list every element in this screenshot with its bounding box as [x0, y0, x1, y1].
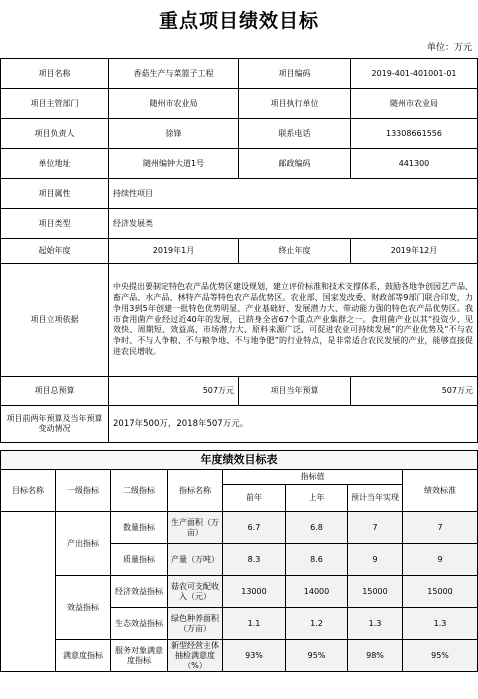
year-before-cell: 13000 [223, 576, 286, 608]
year-before-cell: 1.1 [223, 608, 286, 640]
year-expected-cell: 9 [348, 544, 403, 576]
row-budget [1, 377, 478, 406]
leader-label: 项目负责人 [1, 119, 109, 149]
postcode-value: 441300 [351, 149, 478, 179]
level2-cell: 质量指标 [111, 544, 168, 576]
project-name-value: 香菇生产与菜篮子工程 [109, 59, 239, 89]
row-period [1, 239, 478, 264]
header-year-expected: 预计当年实现 [348, 485, 403, 512]
start-label: 起始年度 [1, 239, 109, 264]
phone-label: 联系电话 [239, 119, 351, 149]
total-budget-value: 507万元 [109, 377, 239, 406]
attr-label: 项目属性 [1, 179, 109, 209]
header-year-before: 前年 [223, 485, 286, 512]
project-code-label: 项目编码 [239, 59, 351, 89]
type-label: 项目类型 [1, 209, 109, 239]
header-level2: 二级指标 [111, 470, 168, 512]
level2-cell: 经济效益指标 [111, 576, 168, 608]
level1-cell: 产出指标 [56, 512, 111, 576]
year-last-cell: 95% [286, 640, 348, 672]
level2-cell: 数量指标 [111, 512, 168, 544]
header-value-group: 指标值 [223, 470, 403, 485]
header-row-1 [1, 470, 478, 485]
table-row [1, 512, 478, 544]
project-code-value: 2019-401-401001-01 [351, 59, 478, 89]
row-summary [1, 264, 478, 377]
year-budget-value: 507万元 [351, 377, 478, 406]
phone-value: 13308661556 [351, 119, 478, 149]
exec-unit-value: 随州市农业局 [351, 89, 478, 119]
level1-cell: 效益指标 [56, 576, 111, 640]
section-title: 年度绩效目标表 [1, 451, 478, 470]
total-budget-label: 项目总预算 [1, 377, 109, 406]
address-label: 单位地址 [1, 149, 109, 179]
indicator-cell: 绿色种养面积（万亩） [168, 608, 223, 640]
address-value: 随州编钟大道1号 [109, 149, 239, 179]
year-before-cell: 93% [223, 640, 286, 672]
level2-cell: 生态效益指标 [111, 608, 168, 640]
exec-unit-label: 项目执行单位 [239, 89, 351, 119]
header-year-last: 上年 [286, 485, 348, 512]
row-change [1, 406, 478, 443]
performance-table [0, 450, 478, 672]
change-label: 项目前两年预算及当年预算变动情况 [1, 406, 109, 443]
indicator-cell: 生产面积（万亩） [168, 512, 223, 544]
header-level1: 一级指标 [56, 470, 111, 512]
end-label: 终止年度 [239, 239, 351, 264]
postcode-label: 邮政编码 [239, 149, 351, 179]
dept-value: 随州市农业局 [109, 89, 239, 119]
row-attr [1, 179, 478, 209]
year-before-cell: 6.7 [223, 512, 286, 544]
level2-cell: 服务对象满意度指标 [111, 640, 168, 672]
table-row [1, 640, 478, 672]
year-expected-cell: 98% [348, 640, 403, 672]
summary-label: 项目立项依据 [1, 264, 109, 377]
year-last-cell: 1.2 [286, 608, 348, 640]
indicator-cell: 产量（万吨） [168, 544, 223, 576]
row-project-name [1, 59, 478, 89]
project-name-label: 项目名称 [1, 59, 109, 89]
year-budget-label: 项目当年预算 [239, 377, 351, 406]
unit-label: 单位：万元 [426, 43, 472, 53]
year-last-cell: 6.8 [286, 512, 348, 544]
page-title: 重点项目绩效目标 [158, 10, 319, 32]
header-standard: 绩效标准 [403, 470, 478, 512]
level1-cell: 满意度指标 [56, 640, 111, 672]
standard-cell: 1.3 [403, 608, 478, 640]
year-expected-cell: 7 [348, 512, 403, 544]
summary-text: 中央提出要制定特色农产品优势区建设规划，建立评价标准和技术支撑体系，鼓励各地争创园艺产品、畜产品、水产品、林特产品等特色农产品优势区。农业部、国家发改委、财政部等9部门联合印发，力争用3到5年创建一批特色优势明显、产业基础好、发展潜力大、带动能力强的特色农产品优势区。我市食用菌产业经过近40年的发展，已跻身全省67个重点产业集群之一。食用菌产业以其“投资少、见效快、周期短、效益高、市场潜力大、原料来源广泛，可促进农业可持续发展”的产业优势及“不与农争时、不与人争粮、不与粮争地、不与地争肥”的行业特点，是非常适合农民发展的产业，能够直接促进农民增收。 [109, 264, 478, 377]
change-value: 2017年500万，2018年507万元。 [109, 406, 478, 443]
row-type [1, 209, 478, 239]
end-value: 2019年12月 [351, 239, 478, 264]
header-indicator: 指标名称 [168, 470, 223, 512]
indicator-cell: 菇农可支配收入（元） [168, 576, 223, 608]
section-title-row [1, 451, 478, 470]
indicator-cell: 新型经营主体抽检满意度（%） [168, 640, 223, 672]
standard-cell: 7 [403, 512, 478, 544]
year-expected-cell: 15000 [348, 576, 403, 608]
row-leader [1, 119, 478, 149]
year-last-cell: 14000 [286, 576, 348, 608]
target-name-cell [1, 512, 56, 672]
table-row [1, 576, 478, 608]
project-info-table [0, 58, 478, 443]
dept-label: 项目主管部门 [1, 89, 109, 119]
row-dept [1, 89, 478, 119]
leader-value: 徐锋 [109, 119, 239, 149]
standard-cell: 95% [403, 640, 478, 672]
attr-value: 持续性项目 [109, 179, 478, 209]
row-address [1, 149, 478, 179]
year-expected-cell: 1.3 [348, 608, 403, 640]
year-last-cell: 8.6 [286, 544, 348, 576]
header-target-name: 目标名称 [1, 470, 56, 512]
standard-cell: 15000 [403, 576, 478, 608]
standard-cell: 9 [403, 544, 478, 576]
year-before-cell: 8.3 [223, 544, 286, 576]
start-value: 2019年1月 [109, 239, 239, 264]
type-value: 经济发展类 [109, 209, 478, 239]
